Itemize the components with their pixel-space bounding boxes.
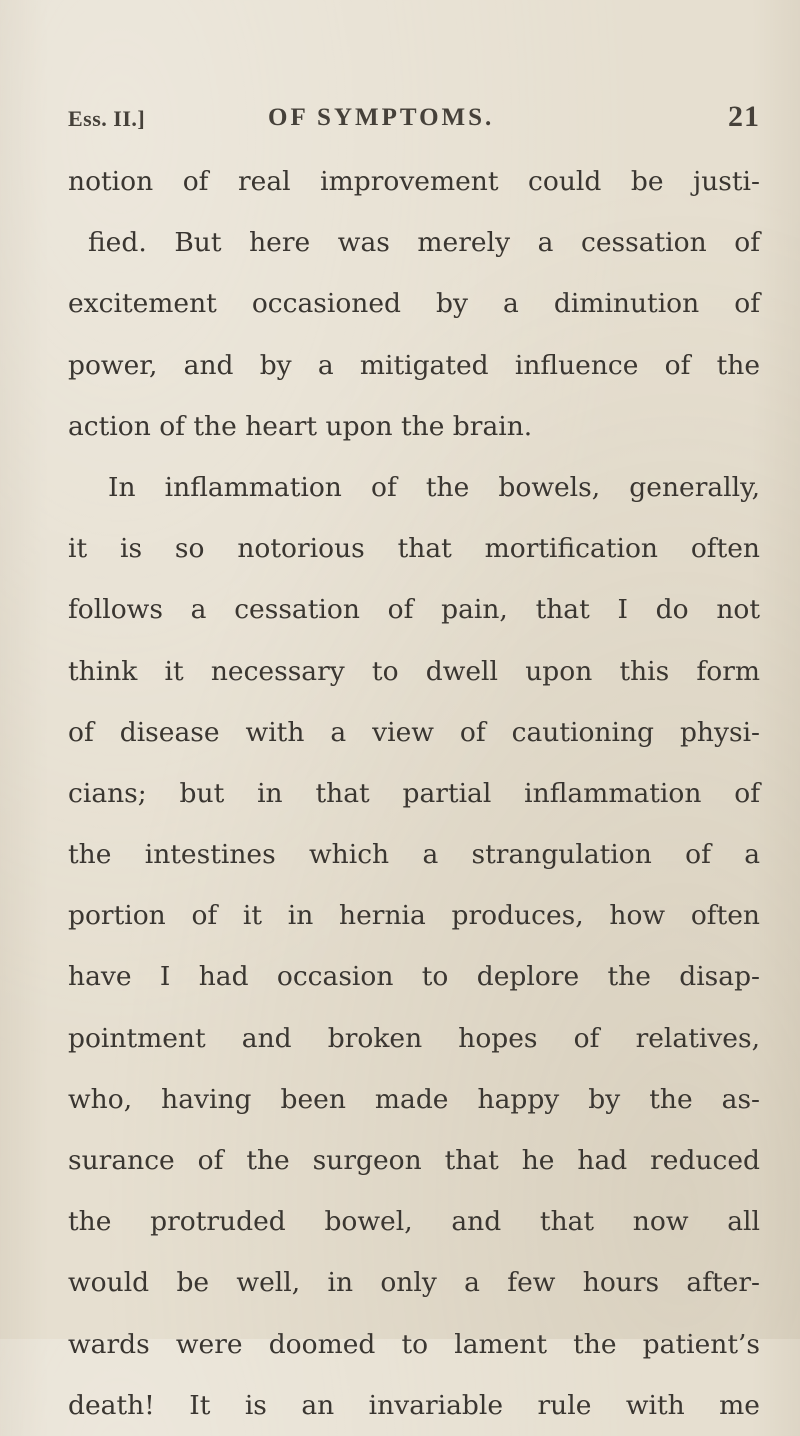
essay-reference: Ess. II.] — [68, 106, 146, 131]
text-line: cians; but in that partial inflammation of — [68, 777, 760, 809]
text-line: the intestines which a strangulation of a — [68, 839, 760, 871]
text-line: the protruded bowel, and that now all — [68, 1206, 760, 1238]
text-line: follows a cessation of pain, that I do not — [68, 594, 760, 626]
text-line: would be well, in only a few hours after- — [68, 1267, 760, 1299]
body-text — [68, 151, 760, 1436]
chapter-title: OF SYMPTOMS. — [268, 104, 495, 131]
paragraph-start-line: In inflammation of the bowels, generally, — [108, 471, 760, 503]
text-line: notion of real improvement could be justi- — [68, 166, 760, 197]
text-line: it is so notorious that mortification often — [68, 533, 760, 565]
text-line: who, having been made happy by the as- — [68, 1083, 760, 1115]
text-line: have I had occasion to deplore the disap- — [68, 961, 760, 993]
text-line: pointment and broken hopes of relatives, — [68, 1022, 760, 1054]
text-line: power, and by a mitigated influence of the — [68, 349, 760, 381]
text-line: think it necessary to dwell upon this form — [68, 655, 760, 687]
text-line: of disease with a view of cautioning physi- — [68, 716, 760, 748]
text-line: death! It is an invariable rule with me — [68, 1389, 760, 1421]
running-head — [68, 100, 760, 144]
page-number: 21 — [728, 100, 760, 133]
text-line: action of the heart upon the brain. — [68, 410, 533, 442]
text-line: portion of it in hernia produces, how often — [68, 900, 760, 932]
text-line: excitement occasioned by a diminution of — [68, 288, 760, 320]
text-line: surance of the surgeon that he had reduced — [68, 1145, 760, 1176]
text-line: wards were doomed to lament the patient’s — [68, 1328, 760, 1360]
text-line: fied. But here was merely a cessation of — [88, 227, 760, 259]
